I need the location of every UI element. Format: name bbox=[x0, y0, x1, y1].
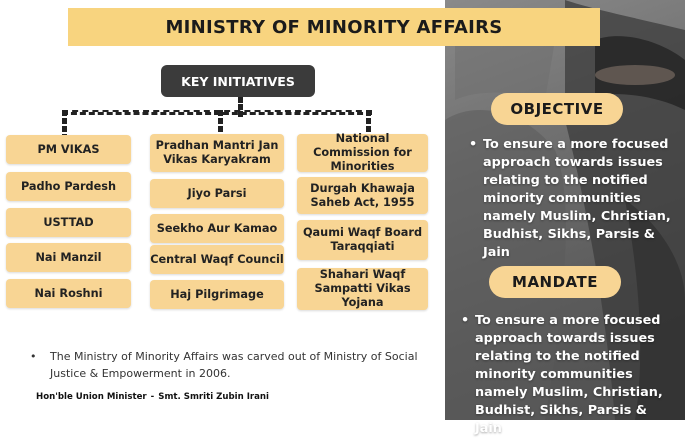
initiative-seekho-aur-kamao: Seekho Aur Kamao bbox=[150, 214, 284, 243]
initiative-central-waqf-council: Central Waqf Council bbox=[150, 245, 284, 274]
mandate-text-block bbox=[461, 312, 675, 438]
initiative-nai-manzil: Nai Manzil bbox=[6, 243, 131, 272]
mandate-text: To ensure a more focused approach towards issues relating to the notified minority communities namely Muslim, Christian, Budhist, Sikhs, Parsis & Jain bbox=[475, 313, 663, 436]
initiative-durgah-khawaja-saheb-act: Durgah Khawaja Saheb Act, 1955 bbox=[297, 177, 428, 214]
initiative-jiyo-parsi: Jiyo Parsi bbox=[150, 179, 284, 208]
objective-heading: OBJECTIVE bbox=[491, 93, 623, 125]
objective-text: To ensure a more focused approach towards issues relating to the notified minority communities namely Muslim, Christian, Budhist, Sikhs, Parsis & Jain bbox=[483, 137, 671, 260]
objective-text-block bbox=[469, 136, 681, 262]
right-panel bbox=[445, 0, 685, 436]
page-title: MINISTRY OF MINORITY AFFAIRS bbox=[68, 8, 600, 46]
note-bullet: • bbox=[30, 350, 37, 363]
minister-separator: - bbox=[150, 392, 155, 402]
minister-label: Hon'ble Union Minister bbox=[36, 392, 147, 402]
initiative-nai-roshni: Nai Roshni bbox=[6, 279, 131, 308]
mandate-bullet: • bbox=[461, 313, 470, 328]
initiative-shahari-waqf-sampatti-vikas-yojana: Shahari Waqf Sampatti Vikas Yojana bbox=[297, 268, 428, 310]
key-initiatives-heading: KEY INITIATIVES bbox=[161, 65, 315, 97]
minister-line bbox=[36, 392, 269, 402]
objective-bullet: • bbox=[469, 137, 478, 152]
note-text: The Ministry of Minority Affairs was carved out of Ministry of Social Justice & Empowerment in 2006. bbox=[50, 350, 418, 380]
initiative-usttad: USTTAD bbox=[6, 208, 131, 237]
ministry-history-note bbox=[30, 348, 425, 382]
connector-horizontal bbox=[62, 110, 372, 115]
initiative-padho-pardesh: Padho Pardesh bbox=[6, 172, 131, 201]
initiative-national-commission-for-minorities: National Commission for Minorities bbox=[297, 134, 428, 172]
initiative-haj-pilgrimage: Haj Pilgrimage bbox=[150, 280, 284, 309]
initiative-pm-vikas: PM VIKAS bbox=[6, 135, 131, 164]
initiative-qaumi-waqf-board-taraqqiati: Qaumi Waqf Board Taraqqiati bbox=[297, 220, 428, 260]
minister-name: Smt. Smriti Zubin Irani bbox=[158, 392, 269, 402]
initiative-pradhan-mantri-jan-vikas-karyakram: Pradhan Mantri Jan Vikas Karyakram bbox=[150, 134, 284, 172]
mandate-heading: MANDATE bbox=[489, 266, 621, 298]
